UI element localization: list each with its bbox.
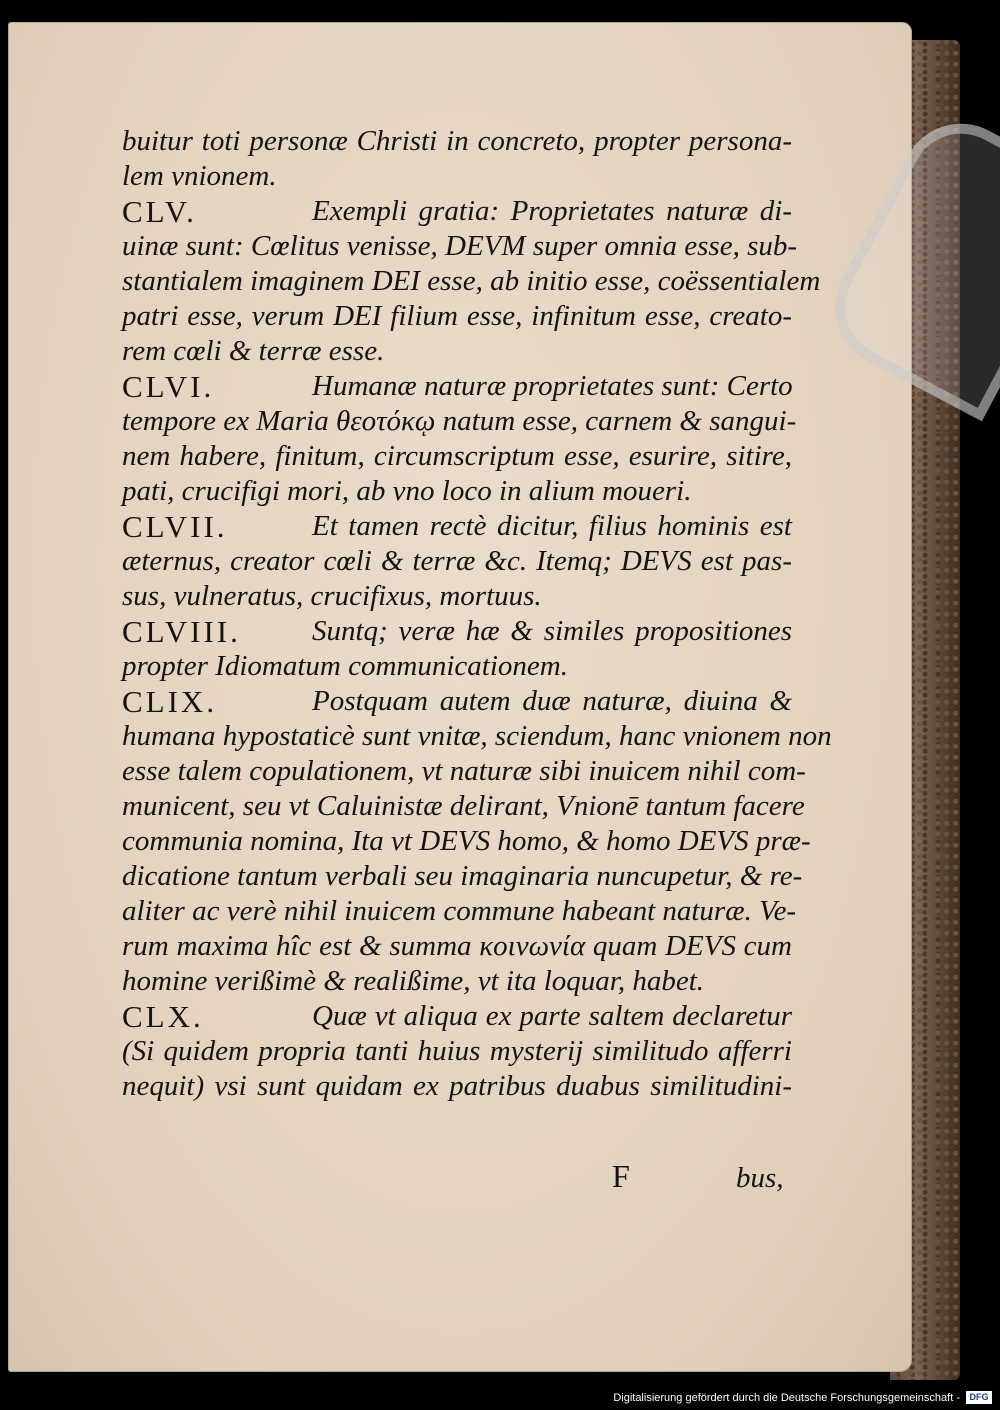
line-text: buitur toti personæ Christi in concreto, propter persona- (122, 125, 792, 157)
line-text: uinæ sunt: Cœlitus venisse, DEVM super omnia esse, sub- (122, 230, 798, 262)
text-line (122, 754, 806, 789)
line-text: rum maxima hîc est & summa κοινωνία quam DEVS cum (122, 930, 792, 962)
text-line (122, 964, 792, 999)
text-line (122, 124, 792, 159)
line-text: Exempli gratia: Proprietates naturæ di- (312, 195, 792, 227)
page-text (122, 124, 832, 1104)
text-line (122, 194, 792, 229)
digitization-credit: Digitalisierung gefördert durch die Deutsche Forschungsgemeinschaft - (613, 1392, 960, 1404)
text-line (122, 299, 792, 334)
text-line (122, 719, 832, 754)
line-text: pati, crucifigi mori, ab vno loco in alium moueri. (122, 475, 692, 507)
line-text: æternus, creator cœli & terræ &c. Itemq; DEVS est pas- (122, 545, 792, 577)
line-text: rem cœli & terræ esse. (122, 335, 385, 367)
text-line (122, 684, 792, 719)
text-line (122, 824, 811, 859)
line-text: Postquam autem duæ naturæ, diuina & (312, 685, 792, 717)
section-number: CLIX. (122, 684, 218, 719)
text-line (122, 404, 797, 439)
text-line (122, 789, 805, 824)
line-text: (Si quidem propria tanti huius mysterij similitudo afferri (122, 1035, 792, 1067)
line-text: patri esse, verum DEI filium esse, infinitum esse, creato- (122, 300, 792, 332)
catchword: bus, (736, 1162, 784, 1194)
text-line (122, 579, 792, 614)
line-text: Et tamen rectè dicitur, filius hominis est (312, 510, 792, 542)
line-text: humana hypostaticè sunt vnitæ, sciendum, hanc vnionem non (122, 720, 832, 752)
line-text: nequit) vsi sunt quidam ex patribus duabus similitudini- (122, 1070, 792, 1102)
text-line (122, 509, 792, 544)
line-text: homine verißimè & realißime, vt ita loquar, habet. (122, 965, 705, 997)
text-line (122, 649, 792, 684)
signature-mark: F (612, 1158, 630, 1194)
text-line (122, 929, 792, 964)
line-text: sus, vulneratus, crucifixus, mortuus. (122, 580, 542, 612)
section-number: CLVII. (122, 509, 228, 544)
text-line (122, 894, 797, 929)
text-line (122, 859, 803, 894)
text-line (122, 439, 792, 474)
text-line (122, 334, 792, 369)
text-line (122, 614, 792, 649)
line-text: stantialem imaginem DEI esse, ab initio esse, coëssentialem (122, 265, 821, 297)
text-line (122, 1034, 792, 1069)
section-number: CLVI. (122, 369, 215, 404)
line-text: lem vnionem. (122, 160, 277, 192)
line-text: nem habere, finitum, circumscriptum esse, esurire, sitire, (122, 440, 792, 472)
line-text: aliter ac verè nihil inuicem commune habeant naturæ. Ve- (122, 895, 797, 927)
dfg-logo: DFG (966, 1391, 992, 1404)
line-text: propter Idiomatum communicationem. (122, 650, 568, 682)
text-line (122, 999, 792, 1034)
line-text: Suntq; veræ hæ & similes propositiones (312, 615, 792, 647)
text-line (122, 544, 792, 579)
line-text: tempore ex Maria θεοτόκῳ natum esse, carnem & sangui- (122, 405, 797, 437)
line-text: communia nomina, Ita vt DEVS homo, & homo DEVS præ- (122, 825, 811, 857)
text-line (122, 474, 792, 509)
text-line (122, 229, 798, 264)
text-line (122, 264, 821, 299)
text-line (122, 159, 792, 194)
text-line (122, 1069, 792, 1104)
section-number: CLV. (122, 194, 197, 229)
text-line (122, 369, 792, 404)
line-text: Humanæ naturæ proprietates sunt: Certo (312, 370, 793, 402)
section-number: CLX. (122, 999, 204, 1034)
line-text: Quæ vt aliqua ex parte saltem declaretur (312, 1000, 792, 1032)
line-text: esse talem copulationem, vt naturæ sibi inuicem nihil com- (122, 755, 806, 787)
line-text: municent, seu vt Caluinistæ delirant, Vnionē tantum facere (122, 790, 805, 822)
line-text: dicatione tantum verbali seu imaginaria nuncupetur, & re- (122, 860, 803, 892)
section-number: CLVIII. (122, 614, 241, 649)
